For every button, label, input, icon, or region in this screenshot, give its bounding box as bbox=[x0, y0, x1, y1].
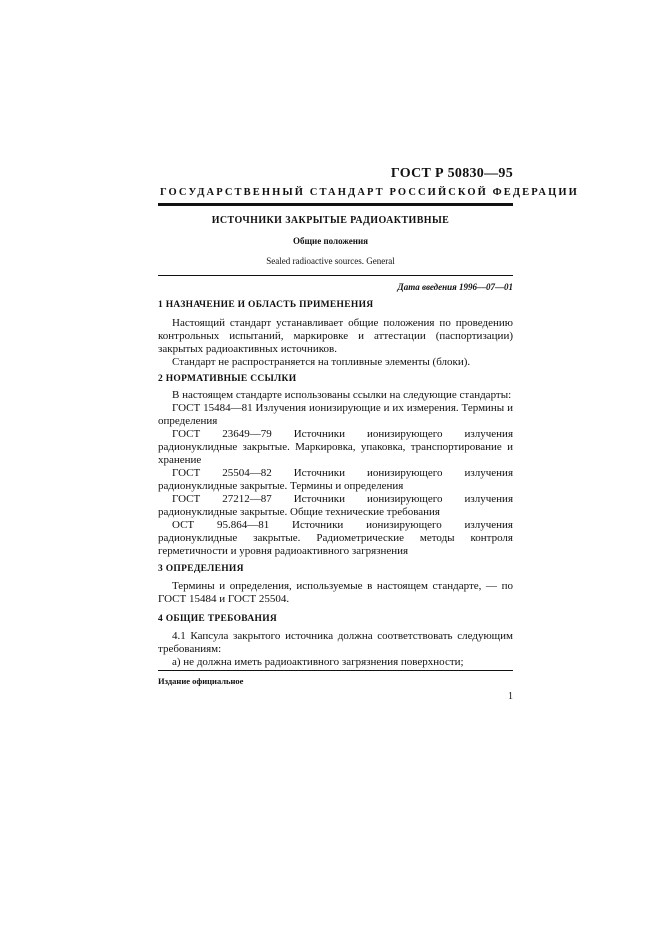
section-2 bbox=[158, 373, 513, 386]
title-rule bbox=[158, 275, 513, 276]
paragraph: Настоящий стандарт устанавливает общие положения по проведению контрольных испытаний, маркировке и аттестации (паспортизации) закрытых радиоактивных источников. bbox=[158, 317, 513, 355]
paragraph: В настоящем стандарте использованы ссылки на следующие стандарты: bbox=[172, 389, 512, 401]
footer-rule bbox=[158, 670, 513, 671]
section-1 bbox=[158, 299, 513, 312]
section-3-body bbox=[158, 580, 513, 606]
paragraph: ГОСТ 23649—79 Источники ионизирующего излучения радионуклидные закрытые. Маркировка, упаковка, транспортирование и хранение bbox=[158, 428, 513, 466]
paragraph: ОСТ 95.864—81 Источники ионизирующего излучения радионуклидные закрытые. Радиометрические методы контроля герметичности и уровня радиоактивного загрязнения bbox=[158, 519, 513, 557]
document-title-english: Sealed radioactive sources. General bbox=[266, 256, 395, 266]
paragraph: ГОСТ 27212—87 Источники ионизирующего излучения радионуклидные закрытые. Общие технические требования bbox=[158, 493, 513, 518]
section-heading: 1 НАЗНАЧЕНИЕ И ОБЛАСТЬ ПРИМЕНЕНИЯ bbox=[158, 300, 374, 310]
header-rule bbox=[158, 203, 513, 206]
standard-title: ГОСУДАРСТВЕННЫЙ СТАНДАРТ РОССИЙСКОЙ ФЕДЕРАЦИИ bbox=[160, 187, 579, 198]
section-heading: 4 ОБЩИЕ ТРЕБОВАНИЯ bbox=[158, 614, 278, 624]
section-4-body bbox=[158, 630, 513, 669]
paragraph: ГОСТ 15484—81 Излучения ионизирующие и их измерения. Термины и определения bbox=[158, 402, 513, 427]
section-heading: 2 НОРМАТИВНЫЕ ССЫЛКИ bbox=[158, 374, 297, 384]
page-number: 1 bbox=[508, 691, 513, 702]
section-1-body bbox=[158, 317, 513, 369]
section-2-body bbox=[158, 389, 513, 558]
paragraph: 4.1 Капсула закрытого источника должна соответствовать следующим требованиям: bbox=[158, 630, 513, 655]
section-heading: 3 ОПРЕДЕЛЕНИЯ bbox=[158, 564, 244, 574]
paragraph: Термины и определения, используемые в настоящем стандарте, — по ГОСТ 15484 и ГОСТ 25504. bbox=[158, 580, 513, 605]
paragraph: ГОСТ 25504—82 Источники ионизирующего излучения радионуклидные закрытые. Термины и определения bbox=[158, 467, 513, 492]
effective-date: Дата введения 1996—07—01 bbox=[397, 282, 513, 292]
section-3 bbox=[158, 563, 513, 576]
gost-code: ГОСТ Р 50830—95 bbox=[390, 166, 513, 181]
paragraph: Стандарт не распространяется на топливные элементы (блоки). bbox=[172, 356, 471, 368]
document-subtitle: Общие положения bbox=[292, 236, 369, 246]
section-4 bbox=[158, 613, 513, 626]
document-title: ИСТОЧНИКИ ЗАКРЫТЫЕ РАДИОАКТИВНЫЕ bbox=[211, 215, 450, 226]
edition-note: Издание официальное bbox=[158, 676, 244, 686]
paragraph: а) не должна иметь радиоактивного загрязнения поверхности; bbox=[172, 656, 464, 668]
